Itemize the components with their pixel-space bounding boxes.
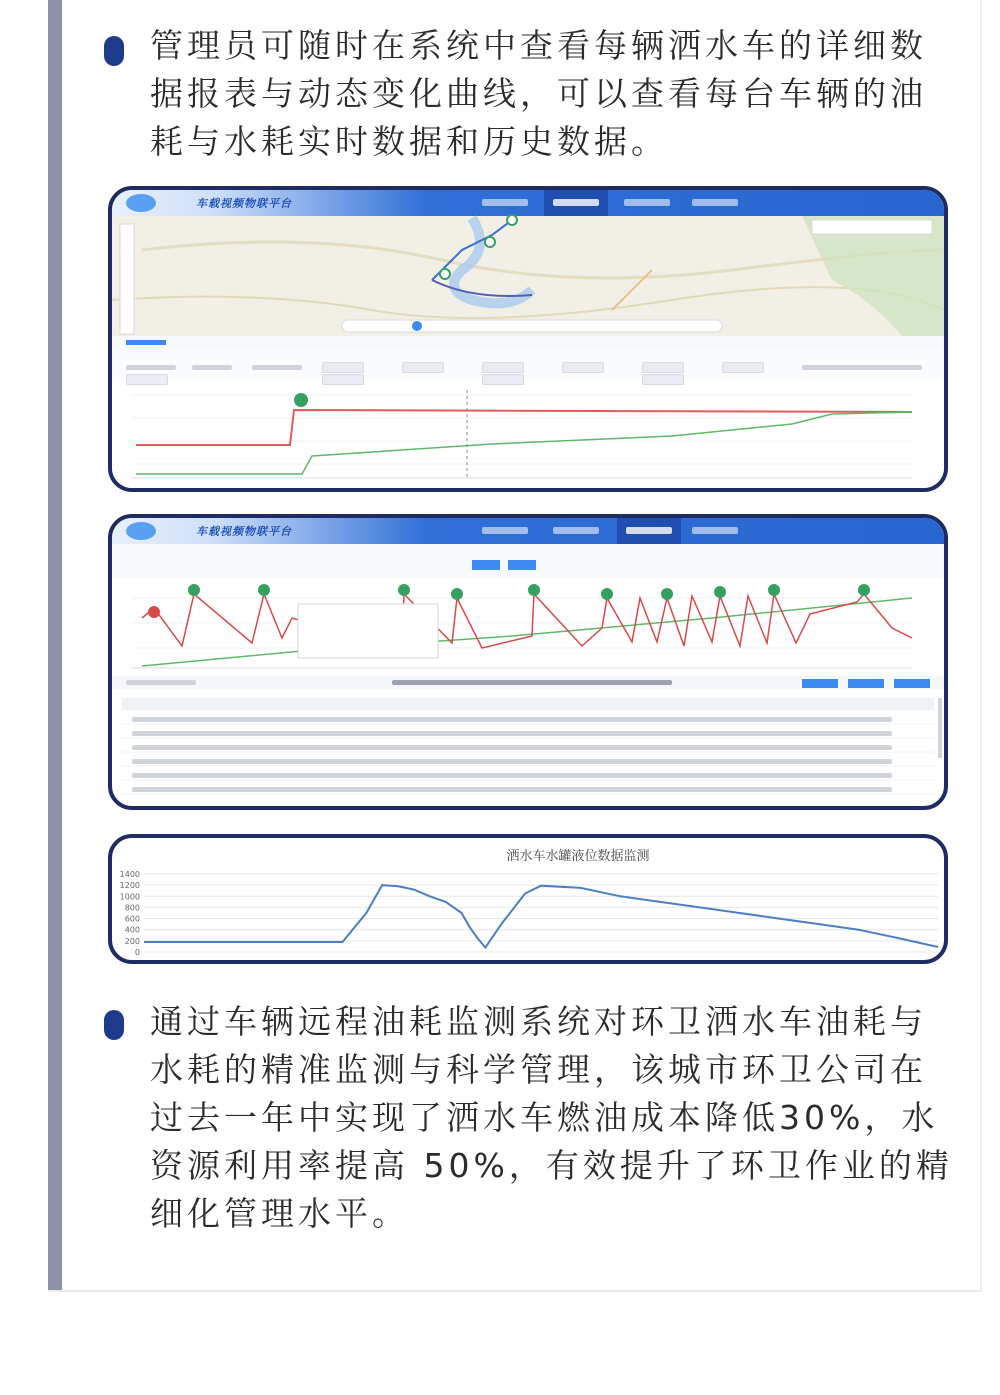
water-level-chart (108, 834, 948, 964)
bullet-marker (104, 1010, 124, 1040)
water-level-chart-svg (112, 838, 944, 960)
y-tick-label: 400 (124, 925, 140, 935)
bullet-marker (104, 36, 124, 66)
paragraph-data-reports: 管理员可随时在系统中查看每辆洒水车的详细数据报表与动态变化曲线，可以查看每台车辆的油耗与水耗实时数据和历史数据。 (150, 26, 927, 161)
water-level-series-line (144, 885, 938, 947)
chart-title: 洒水车水罐液位数据监测 (506, 849, 650, 864)
y-tick-label: 200 (124, 936, 140, 946)
y-tick-label: 600 (124, 914, 140, 924)
screenshot-map-monitor (108, 186, 948, 492)
platform-title: 车载视频物联平台 (196, 197, 292, 210)
y-tick-label: 1000 (119, 892, 140, 902)
card-accent-bar (48, 0, 62, 1290)
y-tick-label: 0 (134, 948, 140, 957)
platform-title: 车载视频物联平台 (196, 525, 292, 538)
y-tick-label: 800 (124, 903, 140, 913)
map-and-curve-graphic (112, 190, 944, 488)
y-tick-label: 1200 (119, 881, 140, 891)
y-tick-label: 1400 (119, 870, 140, 879)
paragraph-results: 通过车辆远程油耗监测系统对环卫洒水车油耗与水耗的精准监测与科学管理，该城市环卫公司在过去一年中实现了洒水车燃油成本降低30%，水资源利用率提高 50%，有效提升了环卫作业的精细化管理水平。 (150, 1002, 953, 1233)
screenshot-statistics (108, 514, 948, 810)
